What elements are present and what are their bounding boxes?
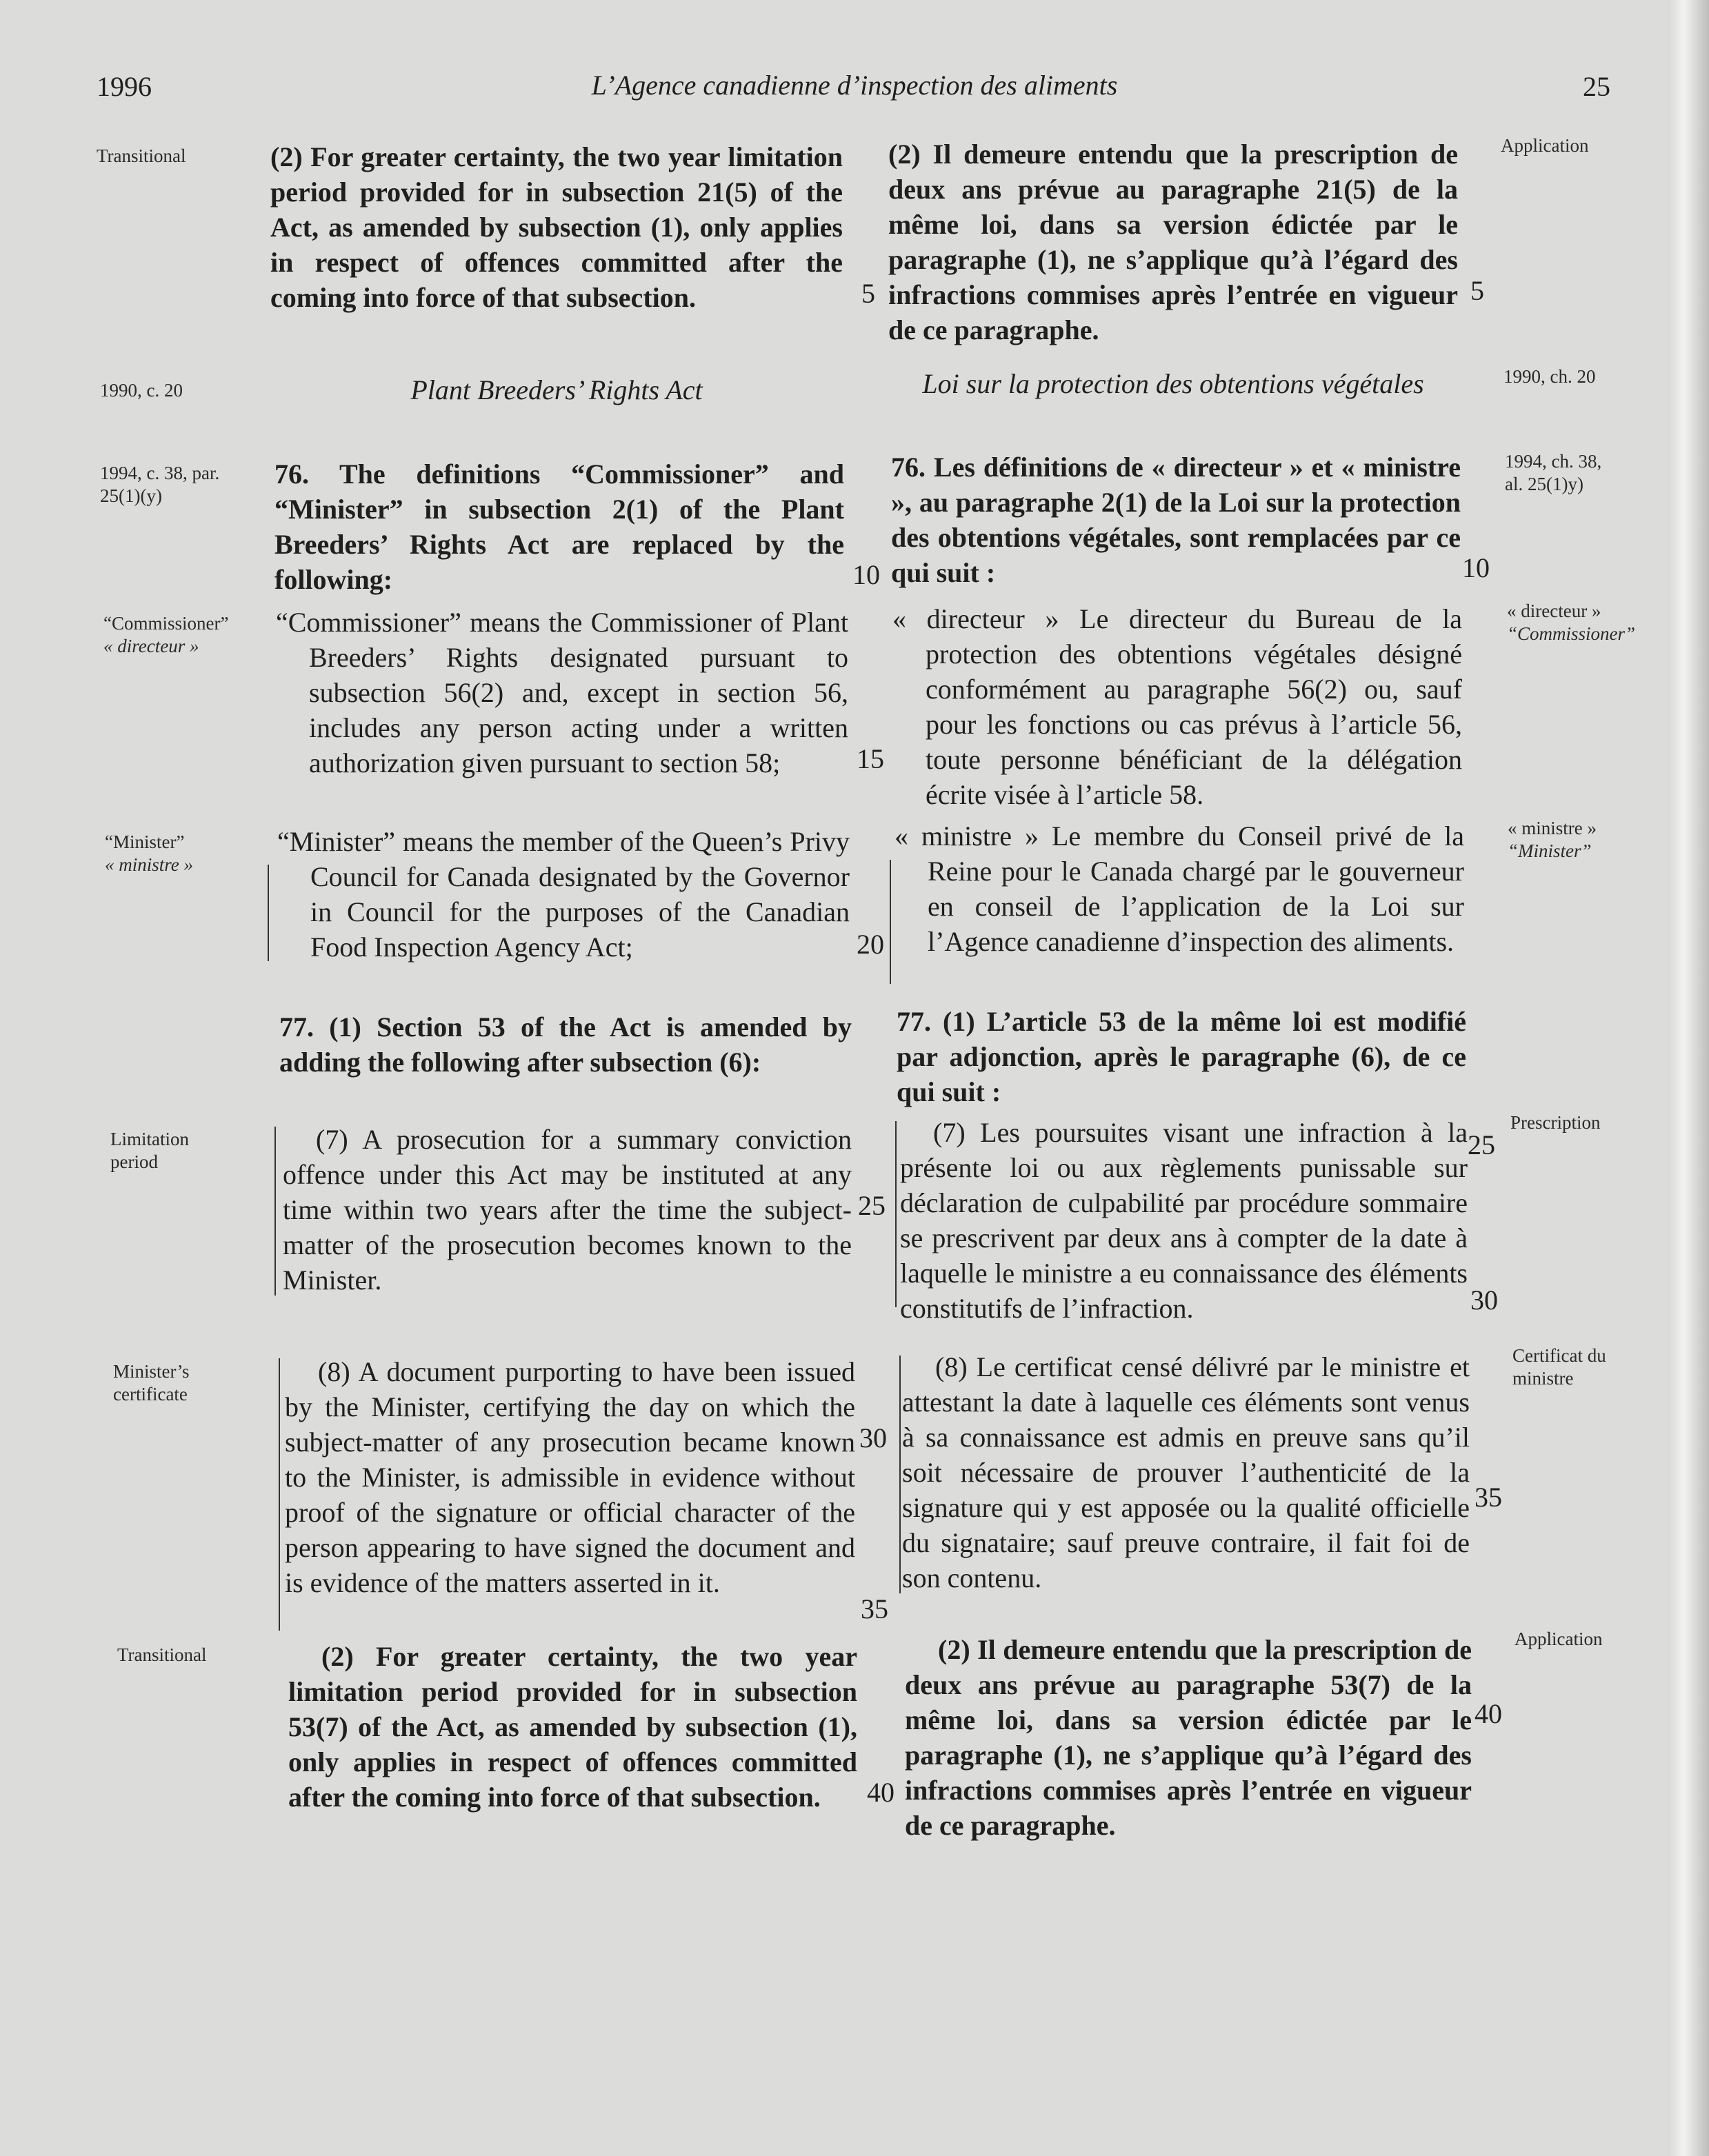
margin-note-definition-fr: « ministre » [105,854,193,875]
margin-note-definition: “Commissioner” [103,613,229,634]
fr-subsection-7: (7) Les poursuites visant une infraction à la présente loi ou aux règlements punissable sur déclaration de culpabilité par procédure sommaire se prescrivent par deux ans à compter de la date à laquelle le ministre a eu connaissance des éléments constitutifs de l’infraction. [900,1117,1468,1324]
revision-bar [279,1358,280,1631]
margin-note-citation: 1994, c. 38, par. 25(1)(y) [100,463,220,506]
margin-note-citation: 1990, ch. 20 [1503,366,1596,387]
margin-note-definition-en: “Minister” [1508,840,1592,861]
en-transitional-paragraph: (2) For greater certainty, the two year limitation period provided for in subsection 53(7) of the Act, as amended by subsection (1), only applies in respect of offences committed after the coming into force of that subsection. [288,1641,857,1813]
revision-bar [899,1356,901,1593]
margin-note-definition: “Minister” [105,832,185,852]
margin-note-prescription: Prescription [1510,1112,1601,1133]
line-number: 10 [852,559,880,590]
header-page-number: 25 [1583,71,1610,102]
margin-note-citation: 1994, ch. 38, al. 25(1)y) [1505,451,1602,494]
margin-note-application: Application [1515,1629,1603,1649]
line-number: 35 [1475,1482,1502,1513]
line-number: 5 [1470,275,1484,306]
en-subsection-8: (8) A document purporting to have been issued by the Minister, certifying the day on which the subject-matter of any prosecution became known to the Minister, is admissible in evidence without proof of the signature or official character of the person appearing to have signed the document and is evidence of the matters asserted in it. [285,1356,855,1598]
header-year: 1996 [97,71,152,102]
en-section-77: 77. (1) Section 53 of the Act is amended by adding the following after subsection (6): [279,1011,852,1078]
fr-definition-directeur: « directeur » Le directeur du Bureau de la protection des obtentions végétales désigné conformément au paragraphe 56(2) ou, sauf pour les fonctions ou cas prévus à l’article 56, toute personne bénéficiant de la délégation écrite visée à l’article 58. [892,603,1462,810]
line-number: 30 [859,1422,887,1453]
en-definition-minister: “Minister” means the member of the Queen’s Privy Council for Canada designated by the Governor in Council for the purposes of the Canadian Food Inspection Agency Act; [277,826,850,963]
en-section-76: 76. The definitions “Commissioner” and “Minister” in subsection 2(1) of the Plant Breeders’ Rights Act are replaced by the following: [274,459,844,595]
revision-bar [268,865,269,961]
margin-note-limitation: Limitation period [110,1129,189,1172]
line-number: 25 [858,1190,886,1221]
fr-section-76: 76. Les définitions de « directeur » et « ministre », au paragraphe 2(1) de la Loi sur la protection des obtentions végétales, sont remplacées par ce qui suit : [891,452,1461,588]
fr-subsection-8: (8) Le certificat censé délivré par le ministre et attestant la date à laquelle ces éléments sont venus à sa connaissance est admis en preuve sans qu’il soit nécessaire de prouver l’authenticité de la signature qui y est apposée ou la qualité officielle du signataire; sauf preuve contraire, il fait foi de son contenu. [902,1351,1470,1593]
margin-note-definition: « directeur » [1507,601,1601,621]
margin-note-certificate: Certificat du ministre [1512,1345,1606,1389]
en-definition-commissioner: “Commissioner” means the Commissioner of Plant Breeders’ Rights designated pursuant to subsection 56(2) and, except in section 56, includes any person acting under a written authorization given pursuant to section 58; [276,607,848,778]
fr-application-paragraph: (2) Il demeure entendu que la prescription de deux ans prévue au paragraphe 53(7) de la même loi, dans sa version édictée par le paragraphe (1), ne s’applique qu’à l’égard des infractions commises après l’entrée en vigueur de ce paragraphe. [905,1634,1472,1841]
fr-act-heading: Loi sur la protection des obtentions végétales [922,368,1424,399]
en-transitional-paragraph: (2) For greater certainty, the two year limitation period provided for in subsection 21(5) of the Act, as amended by subsection (1), only applies in respect of offences committed after the coming into force of that subsection. [270,141,843,313]
margin-note-transitional: Transitional [97,145,186,166]
margin-note-citation: 1990, c. 20 [100,380,183,401]
line-number: 40 [1475,1698,1502,1729]
line-number: 25 [1468,1129,1495,1160]
revision-bar [895,1121,897,1307]
line-number: 40 [867,1777,895,1808]
margin-note-definition: « ministre » [1508,818,1597,838]
margin-note-transitional: Transitional [117,1644,207,1665]
line-number: 5 [861,278,875,309]
line-number: 30 [1470,1284,1498,1316]
revision-bar [274,1127,276,1296]
margin-note-definition-en: “Commissioner” [1507,623,1636,644]
margin-note-application: Application [1501,135,1589,156]
page-edge-shadow [1668,0,1709,2156]
en-act-heading: Plant Breeders’ Rights Act [410,374,703,405]
line-number: 35 [861,1593,888,1624]
margin-note-certificate: Minister’s certificate [113,1361,190,1404]
en-subsection-7: (7) A prosecution for a summary conviction offence under this Act may be instituted at any time within two years after the time the subject-matter of the prosecution becomes known to the Minister. [283,1124,852,1296]
line-number: 15 [857,743,884,774]
line-number: 20 [857,929,884,960]
revision-bar [890,860,891,984]
header-title: L’Agence canadienne d’inspection des aliments [591,70,1118,101]
margin-note-definition-fr: « directeur » [103,636,199,656]
line-number: 10 [1462,552,1490,583]
fr-application-paragraph: (2) Il demeure entendu que la prescription de deux ans prévue au paragraphe 21(5) de la même loi, dans sa version édictée par le paragraphe (1), ne s’applique qu’à l’égard des infractions commises après l’entrée en vigueur de ce paragraphe. [888,139,1458,345]
fr-definition-ministre: « ministre » Le membre du Conseil privé de la Reine pour le Canada chargé par le gouverneur en conseil de l’application de la Loi sur l’Agence canadienne d’inspection des aliments. [895,820,1464,957]
fr-section-77: 77. (1) L’article 53 de la même loi est modifié par adjonction, après le paragraphe (6), de ce qui suit : [897,1006,1466,1107]
